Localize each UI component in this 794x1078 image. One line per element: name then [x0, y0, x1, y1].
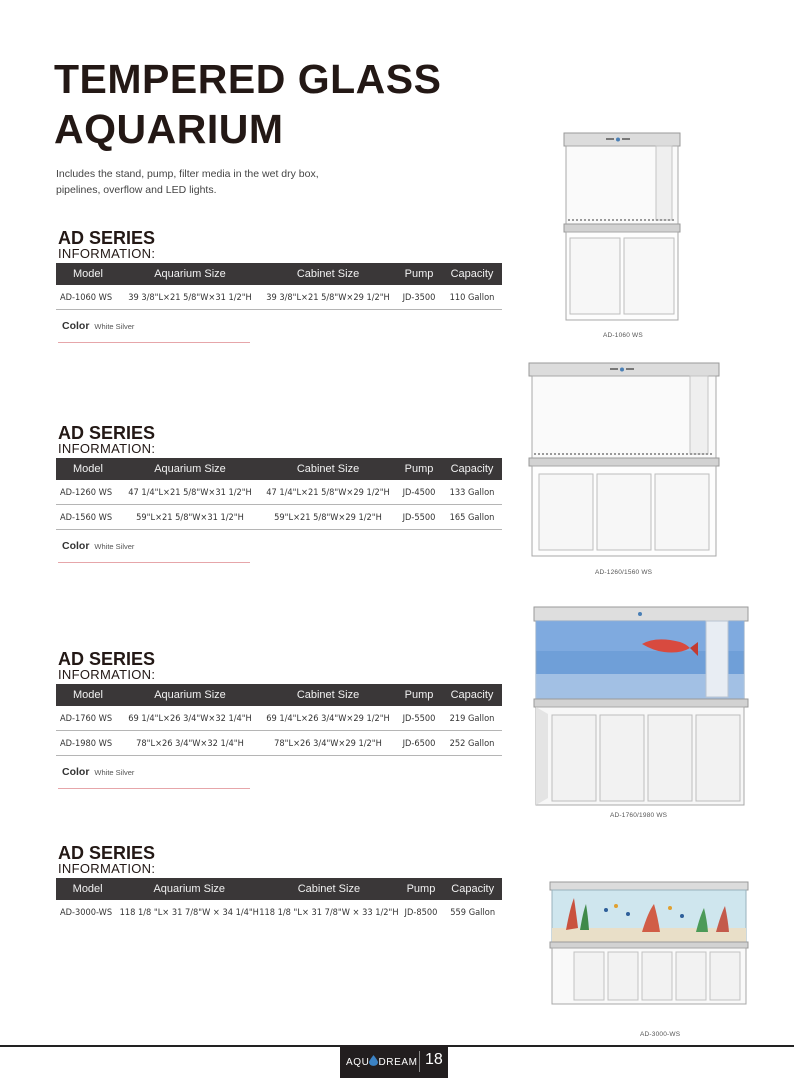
col-model: Model — [56, 263, 120, 285]
section-ad-3000 — [58, 844, 504, 924]
product-caption: AD-1760/1980 WS — [610, 812, 668, 819]
table-row — [56, 731, 502, 756]
col-aquarium-size: Aquarium Size — [120, 458, 260, 480]
cell-cabinet-size: 47 1/4"L×21 5/8"W×29 1/2"H — [260, 480, 396, 505]
col-pump: Pump — [396, 458, 442, 480]
series-name: AD SERIES — [58, 649, 156, 669]
color-label: Color — [62, 320, 90, 332]
color-label: Color — [62, 540, 90, 552]
section-ad-1260-1560 — [58, 424, 504, 563]
spec-table — [56, 878, 502, 924]
col-pump: Pump — [399, 878, 444, 900]
section-ad-1060 — [58, 229, 504, 343]
cell-capacity: 110 Gallon — [442, 285, 502, 310]
color-label: Color — [62, 766, 90, 778]
brand-right-text: DREAM — [378, 1057, 418, 1068]
product-caption: AD-1060 WS — [603, 332, 643, 339]
cell-model: AD-1060 WS — [56, 285, 120, 310]
spec-table — [56, 684, 502, 756]
cell-pump: JD-3500 — [396, 285, 442, 310]
cell-model: AD-1980 WS — [56, 731, 120, 756]
color-row — [58, 762, 250, 789]
table-header-row — [56, 458, 502, 480]
cell-aquarium-size: 118 1/8 "L× 31 7/8"W × 34 1/4"H — [119, 906, 259, 918]
information-label: INFORMATION: — [58, 667, 156, 682]
product-image-ad-1260-1560 — [526, 360, 722, 560]
table-header-row — [56, 878, 502, 900]
cell-aquarium-size: 59"L×21 5/8"W×31 1/2"H — [120, 505, 260, 530]
cell-cabinet-size: 118 1/8 "L× 31 7/8"W × 33 1/2"H — [259, 906, 399, 918]
cell-pump: JD-5500 — [396, 505, 442, 530]
footer-brand-box — [340, 1045, 448, 1078]
table-row — [56, 480, 502, 505]
series-name: AD SERIES — [58, 843, 156, 863]
product-image-ad-3000 — [546, 878, 752, 1016]
title-line-1: TEMPERED GLASS — [54, 56, 442, 102]
cell-capacity: 133 Gallon — [442, 480, 502, 505]
cell-aquarium-size: 39 3/8"L×21 5/8"W×31 1/2"H — [120, 285, 260, 310]
cell-model: AD-1560 WS — [56, 505, 120, 530]
product-caption: AD-1260/1560 WS — [595, 569, 653, 576]
cell-cabinet-size: 78"L×26 3/4"W×29 1/2"H — [260, 731, 396, 756]
cell-model: AD-1260 WS — [56, 480, 120, 505]
col-capacity: Capacity — [442, 684, 502, 706]
table-header-row — [56, 684, 502, 706]
cell-aquarium-size: 47 1/4"L×21 5/8"W×31 1/2"H — [120, 480, 260, 505]
brand-left-text: AQU — [346, 1057, 370, 1068]
section-ad-1760-1980 — [58, 650, 504, 789]
col-model: Model — [56, 458, 120, 480]
cell-cabinet-size: 69 1/4"L×26 3/4"W×29 1/2"H — [260, 706, 396, 731]
col-cabinet-size: Cabinet Size — [260, 684, 396, 706]
col-aquarium-size: Aquarium Size — [120, 263, 260, 285]
cell-pump: JD-5500 — [396, 706, 442, 731]
col-cabinet-size: Cabinet Size — [259, 878, 398, 900]
color-row — [58, 316, 250, 343]
spec-table — [56, 263, 502, 310]
cell-aquarium-size: 69 1/4"L×26 3/4"W×32 1/4"H — [120, 706, 260, 731]
page-title — [54, 54, 441, 154]
title-line-2: AQUARIUM — [54, 106, 284, 152]
col-capacity: Capacity — [442, 458, 502, 480]
cell-model: AD-3000-WS — [60, 906, 113, 918]
col-capacity: Capacity — [442, 263, 502, 285]
cell-pump: JD-8500 — [404, 906, 438, 918]
col-model: Model — [56, 878, 119, 900]
color-value: White Silver — [94, 322, 135, 331]
series-name: AD SERIES — [58, 423, 156, 443]
footer-divider — [419, 1051, 420, 1072]
col-aquarium-size: Aquarium Size — [119, 878, 259, 900]
cell-pump: JD-6500 — [396, 731, 442, 756]
col-model: Model — [56, 684, 120, 706]
cell-cabinet-size: 59"L×21 5/8"W×29 1/2"H — [260, 505, 396, 530]
col-cabinet-size: Cabinet Size — [260, 263, 396, 285]
information-label: INFORMATION: — [58, 861, 156, 876]
col-capacity: Capacity — [443, 878, 502, 900]
intro-text — [56, 166, 376, 198]
series-name: AD SERIES — [58, 228, 156, 248]
color-row — [58, 536, 250, 563]
table-row — [56, 706, 502, 731]
information-label: INFORMATION: — [58, 441, 156, 456]
table-row — [56, 900, 502, 924]
color-value: White Silver — [94, 542, 135, 551]
cell-aquarium-size: 78"L×26 3/4"W×32 1/4"H — [120, 731, 260, 756]
cell-capacity: 559 Gallon — [450, 906, 496, 918]
product-caption: AD-3000-WS — [640, 1031, 681, 1038]
intro-line-1: Includes the stand, pump, filter media in the wet dry box, — [56, 168, 319, 180]
product-image-ad-1760-1980 — [530, 604, 752, 810]
cell-model: AD-1760 WS — [56, 706, 120, 731]
color-value: White Silver — [94, 768, 135, 777]
product-image-ad-1060 — [560, 130, 684, 325]
col-aquarium-size: Aquarium Size — [120, 684, 260, 706]
cell-capacity: 252 Gallon — [442, 731, 502, 756]
page-number: 18 — [425, 1051, 443, 1068]
cell-capacity: 165 Gallon — [442, 505, 502, 530]
table-header-row — [56, 263, 502, 285]
cell-pump: JD-4500 — [396, 480, 442, 505]
col-pump: Pump — [396, 684, 442, 706]
table-row — [56, 285, 502, 310]
col-pump: Pump — [396, 263, 442, 285]
table-row — [56, 505, 502, 530]
aquadream-logo — [346, 1055, 418, 1068]
col-cabinet-size: Cabinet Size — [260, 458, 396, 480]
cell-cabinet-size: 39 3/8"L×21 5/8"W×29 1/2"H — [260, 285, 396, 310]
cell-capacity: 219 Gallon — [442, 706, 502, 731]
intro-line-2: pipelines, overflow and LED lights. — [56, 184, 217, 196]
spec-table — [56, 458, 502, 530]
information-label: INFORMATION: — [58, 246, 156, 261]
